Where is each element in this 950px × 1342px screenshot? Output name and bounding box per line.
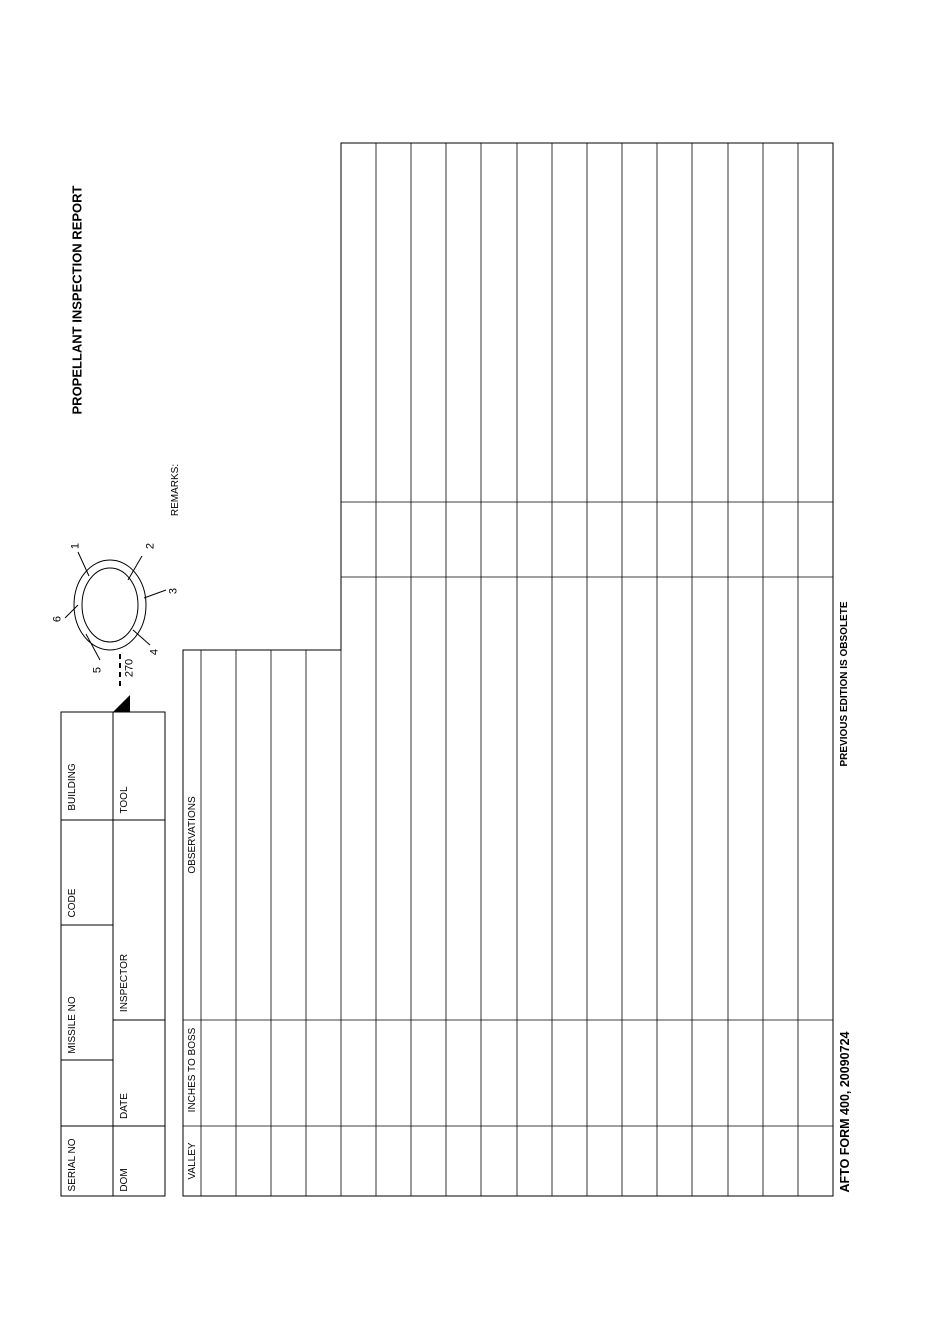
position-6-label: 6 (51, 615, 64, 623)
position-1-label: 1 (69, 542, 82, 550)
serial-no-label: SERIAL NO (67, 1138, 78, 1192)
inches-to-boss-header: INCHES TO BOSS (187, 1027, 198, 1113)
form-number: AFTO FORM 400, 20090724 (837, 1031, 852, 1193)
code-label: CODE (67, 888, 78, 918)
tool-label: TOOL (119, 786, 130, 814)
serial-no-field[interactable] (82, 1126, 112, 1196)
position-diagram (65, 552, 166, 690)
position-4-label: 4 (148, 648, 161, 656)
missile-no-field[interactable] (82, 925, 112, 1060)
date-label: DATE (119, 1093, 130, 1119)
direction-arrow (113, 695, 130, 712)
inspector-field[interactable] (137, 820, 164, 1020)
angle-label: 270 (123, 658, 136, 678)
missile-no-label: MISSILE NO (67, 996, 78, 1054)
inspector-label: INSPECTOR (119, 953, 130, 1013)
dom-field[interactable] (137, 1126, 164, 1196)
building-label: BUILDING (67, 763, 78, 811)
observations-header: OBSERVATIONS (187, 796, 198, 874)
remarks-label: REMARKS: (170, 463, 181, 517)
tool-field[interactable] (137, 712, 164, 820)
dom-label: DOM (119, 1168, 130, 1192)
form-title: PROPELLANT INSPECTION REPORT (69, 185, 85, 415)
table-outline (183, 143, 833, 1196)
code-field[interactable] (82, 820, 112, 925)
date-field[interactable] (137, 1020, 164, 1126)
position-5-label: 5 (91, 666, 104, 674)
position-3-label: 3 (167, 587, 180, 595)
building-field[interactable] (82, 712, 112, 820)
position-2-label: 2 (144, 542, 157, 550)
valley-header: VALLEY (187, 1142, 198, 1180)
edition-note: PREVIOUS EDITION IS OBSOLETE (839, 601, 850, 767)
